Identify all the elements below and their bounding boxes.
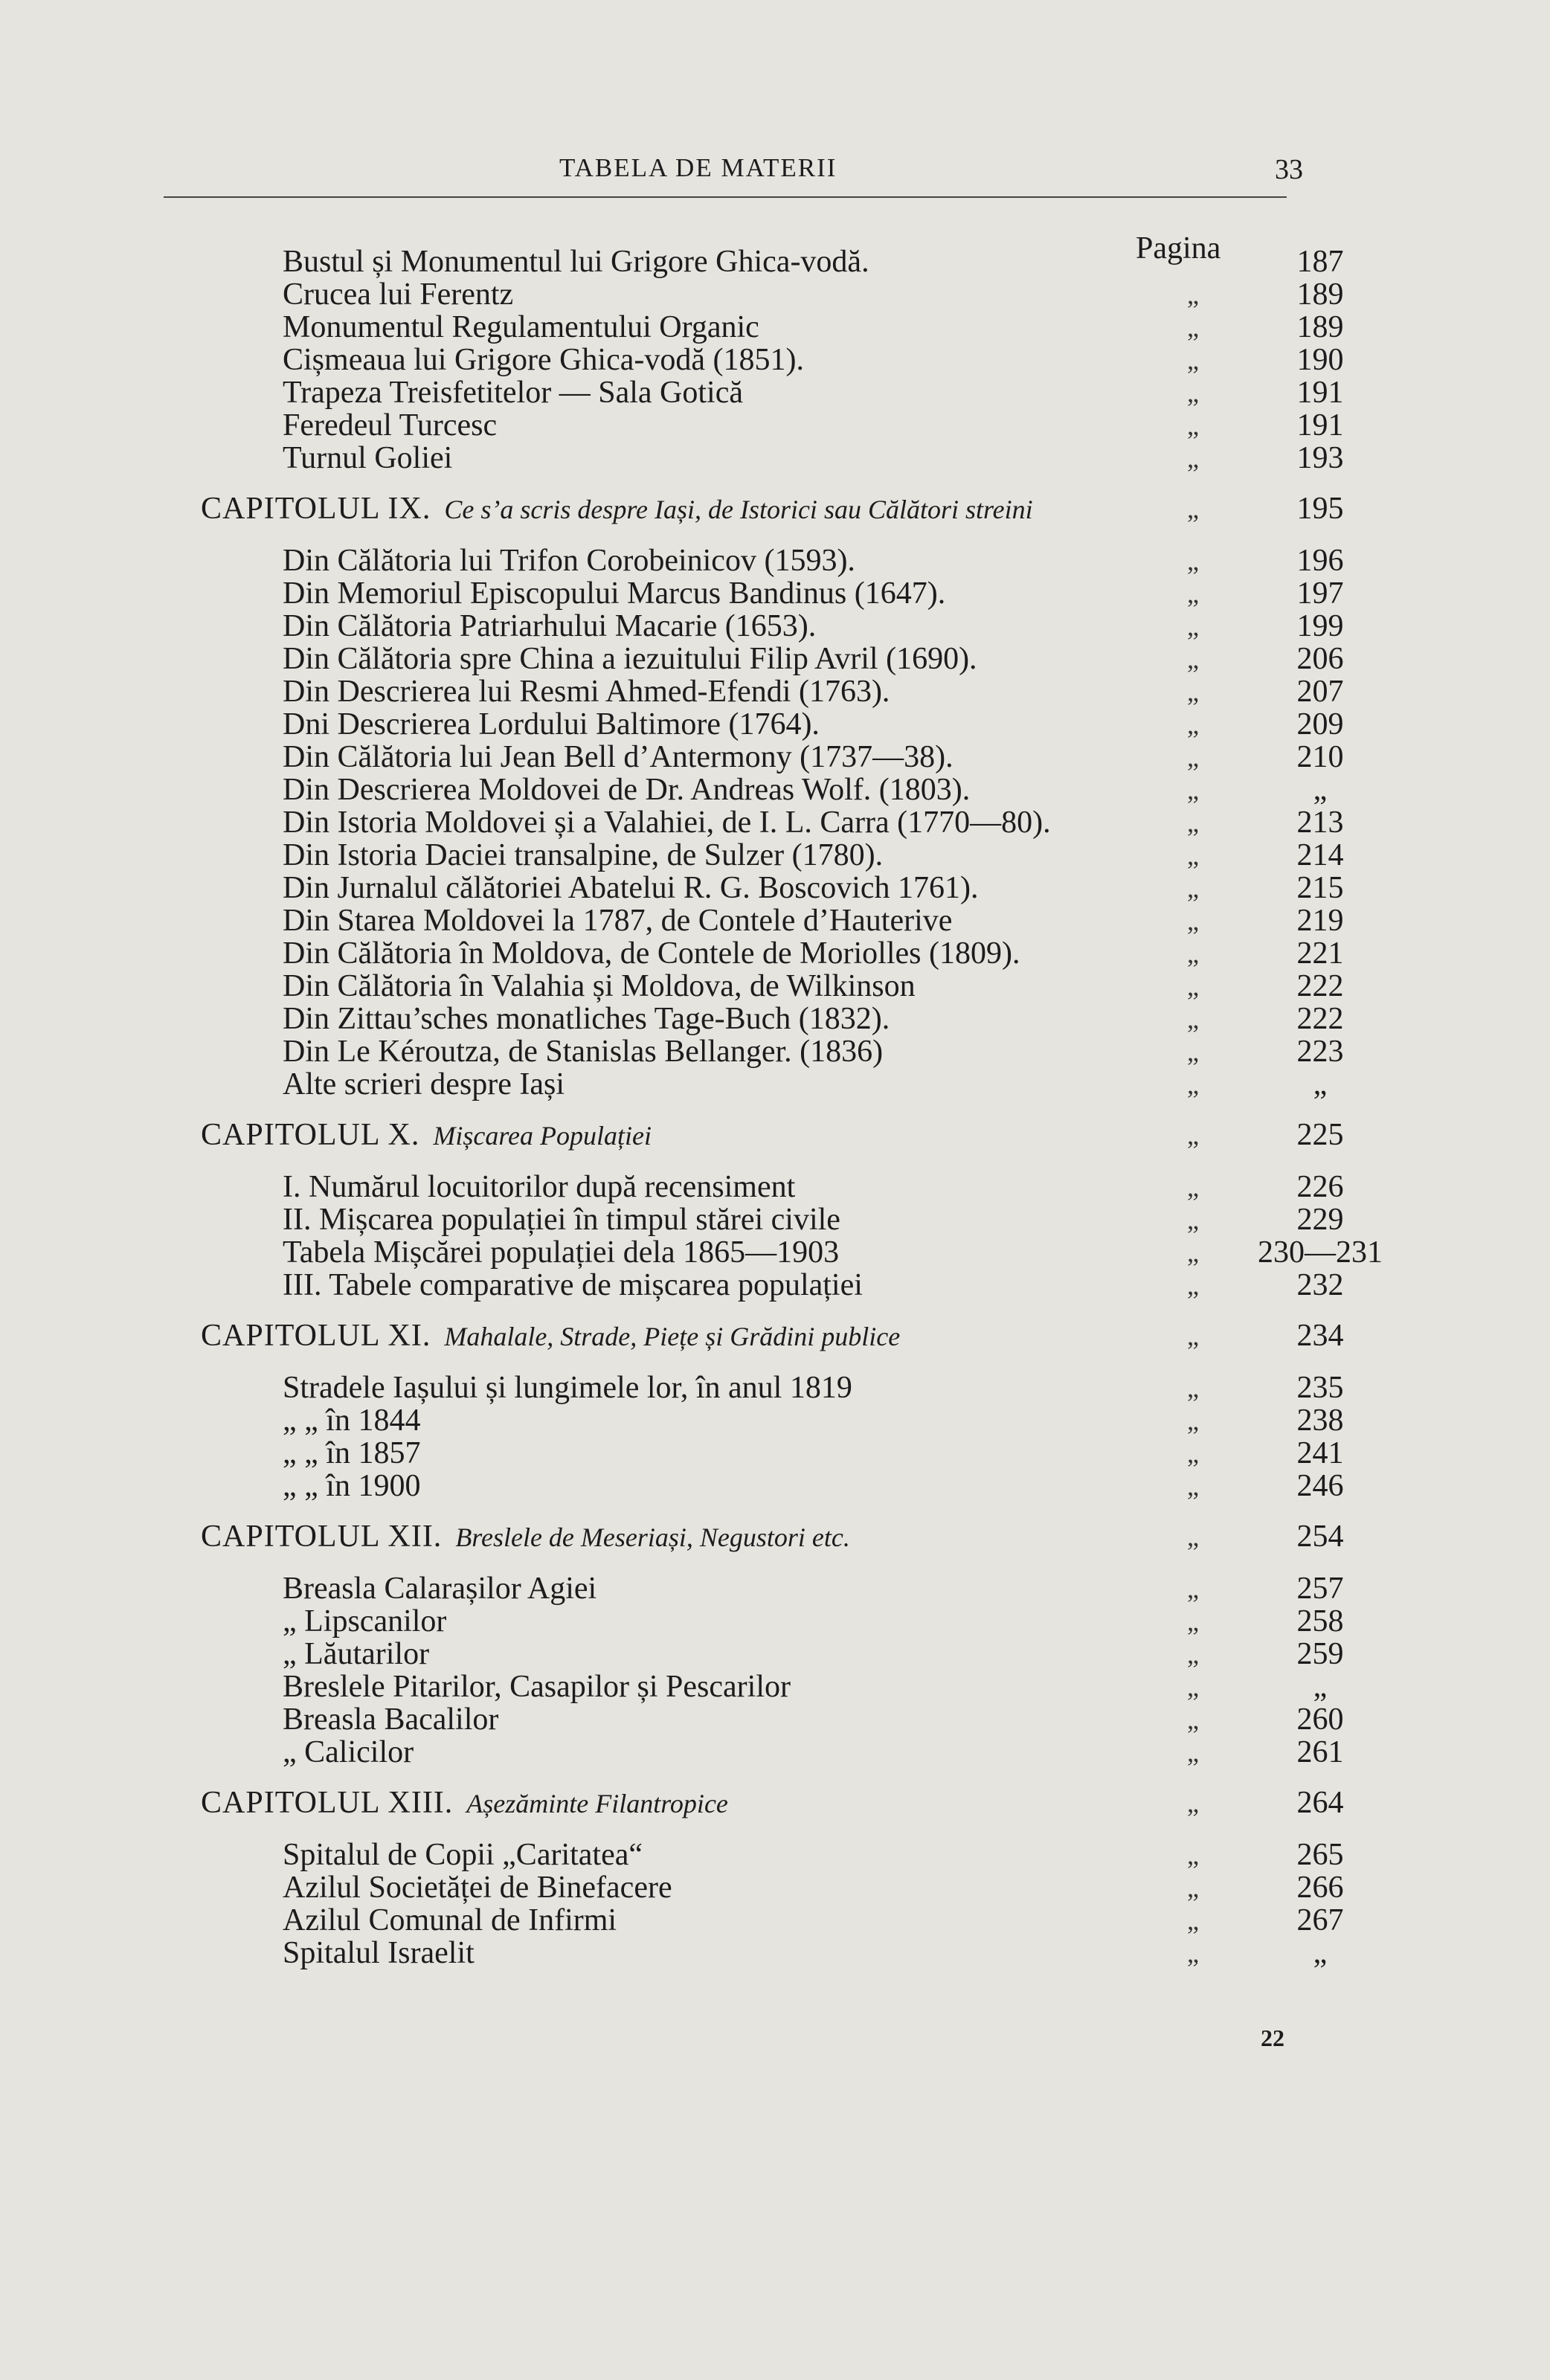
ditto-mark: „ (1187, 1004, 1199, 1034)
entry-title: „ Lăutarilor (283, 1637, 430, 1671)
toc-entry (0, 375, 1550, 411)
entry-page: 195 (1296, 492, 1344, 526)
ditto-mark: „ (1187, 906, 1199, 936)
entry-title: Monumentul Regulamentului Organic (283, 310, 759, 344)
entry-page: 187 (1296, 245, 1344, 279)
toc-entry (0, 1403, 1550, 1438)
entry-title: Dni Descrierea Lordului Baltimore (1764). (283, 707, 820, 742)
chapter-label: CAPITOLUL X. (201, 1118, 420, 1152)
entry-title: Azilul Societăței de Binefacere (283, 1871, 672, 1905)
entry-page: „ (1313, 773, 1328, 807)
entry-page: 225 (1296, 1118, 1344, 1152)
toc-entry (0, 1034, 1550, 1070)
entry-title: Stradele Iașului și lungimele lor, în anul 1819 (283, 1371, 852, 1405)
running-title: TABELA DE MATERII (559, 153, 837, 182)
ditto-mark: „ (1187, 1037, 1199, 1067)
ditto-mark: „ (1187, 1672, 1199, 1702)
entry-title: III. Tabele comparative de mișcarea populației (283, 1268, 863, 1302)
entry-title: Din Călătoria Patriarhului Macarie (1653). (283, 609, 817, 643)
entry-page: „ (1313, 1067, 1328, 1101)
ditto-mark: „ (1187, 808, 1199, 837)
entry-title: Crucea lui Ferentz (283, 277, 514, 312)
toc-entry (0, 1734, 1550, 1770)
ditto-mark: „ (1187, 939, 1199, 968)
entry-page: 193 (1296, 441, 1344, 475)
entry-page: 199 (1296, 609, 1344, 643)
chapter-heading (201, 1519, 850, 1555)
header-rule (164, 196, 1287, 198)
ditto-mark: „ (1187, 280, 1199, 309)
chapter-subtitle: Mișcarea Populației (433, 1121, 652, 1151)
toc-entry (0, 608, 1550, 644)
toc-entry (0, 1669, 1550, 1705)
toc-entry (0, 1604, 1550, 1639)
chapter-subtitle: Mahalale, Strade, Piețe și Grădini publice (444, 1322, 901, 1351)
ditto-mark: „ (1187, 579, 1199, 608)
entry-page: 234 (1296, 1319, 1344, 1353)
ditto-mark: „ (1187, 1522, 1199, 1551)
entry-title: Din Călătoria spre China a iezuitului Filip Avril (1690). (283, 642, 977, 676)
ditto-mark: „ (1187, 1238, 1199, 1267)
entry-title: Din Le Kéroutza, de Stanislas Bellanger. (1836) (283, 1035, 884, 1069)
ditto-mark: „ (1187, 1270, 1199, 1300)
ditto-mark: „ (1187, 494, 1199, 524)
entry-page: 219 (1296, 904, 1344, 938)
entry-page: 206 (1296, 642, 1344, 676)
ditto-mark: „ (1187, 1639, 1199, 1669)
ditto-mark: „ (1187, 1172, 1199, 1202)
toc-entry (0, 1202, 1550, 1238)
entry-title: „ „ în 1857 (283, 1436, 421, 1470)
entry-title: Cișmeaua lui Grigore Ghica-vodă (1851). (283, 343, 804, 377)
entry-title: Din Starea Moldovei la 1787, de Contele d’Hauterive (283, 904, 953, 938)
ditto-mark: „ (1187, 411, 1199, 440)
chapter-row (0, 1785, 1550, 1821)
chapter-label: CAPITOLUL XI. (201, 1319, 431, 1353)
entry-title: Din Descrierea Moldovei de Dr. Andreas Wolf. (1803). (283, 773, 971, 807)
toc-entry (0, 674, 1550, 710)
ditto-mark: „ (1187, 1471, 1199, 1501)
toc-entry (0, 870, 1550, 906)
entry-title: Din Istoria Moldovei și a Valahiei, de I. L. Carra (1770—80). (283, 805, 1051, 840)
toc-entry (0, 277, 1550, 312)
toc-entry (0, 1702, 1550, 1737)
ditto-mark: „ (1187, 611, 1199, 641)
toc-entry (0, 1067, 1550, 1102)
entry-title: Bustul și Monumentul lui Grigore Ghica-vodă. (283, 245, 869, 279)
entry-title: „ „ în 1844 (283, 1403, 421, 1438)
entry-page: „ (1313, 1670, 1328, 1704)
entry-page: 259 (1296, 1637, 1344, 1671)
toc-entry (0, 837, 1550, 873)
ditto-mark: „ (1187, 1373, 1199, 1403)
ditto-mark: „ (1187, 742, 1199, 772)
entry-page: 261 (1296, 1735, 1344, 1769)
entry-title: „ Calicilor (283, 1735, 414, 1769)
entry-title: Din Călătoria lui Trifon Corobeinicov (1593). (283, 544, 855, 578)
toc-entry (0, 903, 1550, 939)
ditto-mark: „ (1187, 345, 1199, 375)
ditto-mark: „ (1187, 644, 1199, 674)
toc-entry (0, 739, 1550, 775)
ditto-mark: „ (1187, 873, 1199, 903)
entry-page: 226 (1296, 1170, 1344, 1204)
ditto-mark: „ (1187, 1406, 1199, 1435)
toc-entry (0, 968, 1550, 1004)
entry-title: Spitalul Israelit (283, 1936, 475, 1970)
entry-page: 213 (1296, 805, 1344, 840)
entry-page: 229 (1296, 1203, 1344, 1237)
entry-page: 238 (1296, 1403, 1344, 1438)
pagina-label: Pagina (1136, 231, 1221, 266)
chapter-row (0, 1318, 1550, 1354)
chapter-row (0, 491, 1550, 527)
entry-page: 207 (1296, 675, 1344, 709)
entry-page: 189 (1296, 277, 1344, 312)
entry-title: Breasla Calarașilor Agiei (283, 1572, 597, 1606)
entry-page: 214 (1296, 838, 1344, 872)
entry-title: „ „ în 1900 (283, 1469, 421, 1503)
entry-page: 266 (1296, 1871, 1344, 1905)
ditto-mark: „ (1187, 312, 1199, 342)
ditto-mark: „ (1187, 1606, 1199, 1636)
entry-title: Alte scrieri despre Iași (283, 1067, 565, 1101)
toc-entry (0, 576, 1550, 611)
ditto-mark: „ (1187, 710, 1199, 739)
chapter-heading (201, 491, 1033, 527)
entry-page: 246 (1296, 1469, 1344, 1503)
ditto-mark: „ (1187, 1737, 1199, 1767)
chapter-row (0, 1519, 1550, 1554)
toc-entry (0, 1636, 1550, 1672)
chapter-label: CAPITOLUL XIII. (201, 1786, 454, 1820)
entry-title: Din Descrierea lui Resmi Ahmed-Efendi (1763). (283, 675, 890, 709)
toc-entry (0, 1468, 1550, 1504)
chapter-heading (201, 1318, 900, 1354)
chapter-subtitle: Breslele de Meseriași, Negustori etc. (455, 1522, 850, 1552)
ditto-mark: „ (1187, 1205, 1199, 1235)
entry-title: Din Jurnalul călătoriei Abatelui R. G. Boscovich 1761). (283, 871, 979, 905)
chapter-label: CAPITOLUL IX. (201, 492, 431, 526)
entry-page: 191 (1296, 376, 1344, 410)
entry-title: Spitalul de Copii „Caritatea“ (283, 1838, 643, 1872)
ditto-mark: „ (1187, 1705, 1199, 1734)
chapter-heading (201, 1117, 652, 1154)
chapter-heading (201, 1785, 728, 1821)
entry-page: 222 (1296, 1002, 1344, 1036)
chapter-label: CAPITOLUL XII. (201, 1519, 443, 1554)
entry-page: 267 (1296, 1903, 1344, 1937)
ditto-mark: „ (1187, 1574, 1199, 1604)
entry-title: Din Călătoria în Moldova, de Contele de Moriolles (1809). (283, 936, 1020, 971)
toc-entry (0, 772, 1550, 808)
entry-page: 222 (1296, 969, 1344, 1003)
toc-entry (0, 309, 1550, 345)
entry-page: 223 (1296, 1035, 1344, 1069)
entry-title: Turnul Goliei (283, 441, 453, 475)
entry-page: 209 (1296, 707, 1344, 742)
entry-page: 189 (1296, 310, 1344, 344)
entry-page: 235 (1296, 1371, 1344, 1405)
entry-page: 221 (1296, 936, 1344, 971)
toc-entry (0, 707, 1550, 742)
toc-entry (0, 244, 1550, 280)
entry-title: Feredeul Turcesc (283, 408, 498, 443)
toc-entry (0, 543, 1550, 579)
entry-page: 232 (1296, 1268, 1344, 1302)
toc-entry (0, 408, 1550, 443)
toc-entry (0, 641, 1550, 677)
toc-entry (0, 1169, 1550, 1205)
ditto-mark: „ (1187, 840, 1199, 870)
entry-page: 265 (1296, 1838, 1344, 1872)
entry-page: 230—231 (1258, 1235, 1383, 1270)
ditto-mark: „ (1187, 971, 1199, 1001)
chapter-row (0, 1117, 1550, 1153)
toc-entry (0, 805, 1550, 840)
toc-entry (0, 1903, 1550, 1938)
toc-entry (0, 342, 1550, 378)
entry-title: Trapeza Treisfetitelor — Sala Gotică (283, 376, 743, 410)
toc-entry (0, 1870, 1550, 1905)
ditto-mark: „ (1187, 1438, 1199, 1468)
entry-title: I. Numărul locuitorilor după recensiment (283, 1170, 796, 1204)
entry-page: 215 (1296, 871, 1344, 905)
entry-title: Azilul Comunal de Infirmi (283, 1903, 617, 1937)
toc-entry (0, 1571, 1550, 1606)
entry-title: Din Zittau’sches monatliches Tage-Buch (1832). (283, 1002, 890, 1036)
page-number: 33 (1275, 154, 1303, 185)
entry-page: 197 (1296, 576, 1344, 611)
entry-title: „ Lipscanilor (283, 1604, 447, 1638)
toc-entry (0, 1935, 1550, 1971)
ditto-mark: „ (1187, 546, 1199, 576)
entry-page: 190 (1296, 343, 1344, 377)
toc-entry (0, 1235, 1550, 1270)
toc-entry (0, 1435, 1550, 1471)
signature-number: 22 (1261, 2024, 1284, 2051)
ditto-mark: „ (1187, 1873, 1199, 1903)
entry-title: Din Călătoria lui Jean Bell d’Antermony (1737—38). (283, 740, 954, 774)
toc-entry (0, 936, 1550, 971)
entry-page: 254 (1296, 1519, 1344, 1554)
entry-title: Din Istoria Daciei transalpine, de Sulzer (1780). (283, 838, 884, 872)
entry-title: II. Mișcarea populației în timpul stărei civile (283, 1203, 840, 1237)
ditto-mark: „ (1187, 775, 1199, 805)
entry-page: 264 (1296, 1786, 1344, 1820)
ditto-mark: „ (1187, 1120, 1199, 1150)
toc-entry (0, 1837, 1550, 1873)
ditto-mark: „ (1187, 1905, 1199, 1935)
entry-page: 210 (1296, 740, 1344, 774)
toc-entry (0, 1001, 1550, 1037)
ditto-mark: „ (1187, 443, 1199, 473)
entry-page: „ (1313, 1936, 1328, 1970)
entry-page: 257 (1296, 1572, 1344, 1606)
chapter-subtitle: Așezăminte Filantropice (466, 1789, 728, 1818)
toc-entry (0, 440, 1550, 476)
toc-entry (0, 1370, 1550, 1406)
entry-title: Din Memoriul Episcopului Marcus Bandinus (1647). (283, 576, 946, 611)
chapter-subtitle: Ce s’a scris despre Iași, de Istorici sau Călători streini (444, 495, 1033, 524)
ditto-mark: „ (1187, 1938, 1199, 1968)
entry-title: Breslele Pitarilor, Casapilor și Pescarilor (283, 1670, 791, 1704)
page-header (0, 146, 1550, 190)
entry-page: 260 (1296, 1702, 1344, 1737)
ditto-mark: „ (1187, 378, 1199, 408)
ditto-mark: „ (1187, 1070, 1199, 1099)
ditto-mark: „ (1187, 1788, 1199, 1818)
entry-title: Tabela Mișcărei populației dela 1865—1903 (283, 1235, 840, 1270)
ditto-mark: „ (1187, 1321, 1199, 1351)
entry-title: Breasla Bacalilor (283, 1702, 499, 1737)
entry-title: Din Călătoria în Valahia și Moldova, de Wilkinson (283, 969, 916, 1003)
entry-page: 241 (1296, 1436, 1344, 1470)
toc-entry (0, 1267, 1550, 1303)
entry-page: 191 (1296, 408, 1344, 443)
ditto-mark: „ (1187, 1840, 1199, 1870)
ditto-mark: „ (1187, 677, 1199, 707)
entry-page: 258 (1296, 1604, 1344, 1638)
entry-page: 196 (1296, 544, 1344, 578)
